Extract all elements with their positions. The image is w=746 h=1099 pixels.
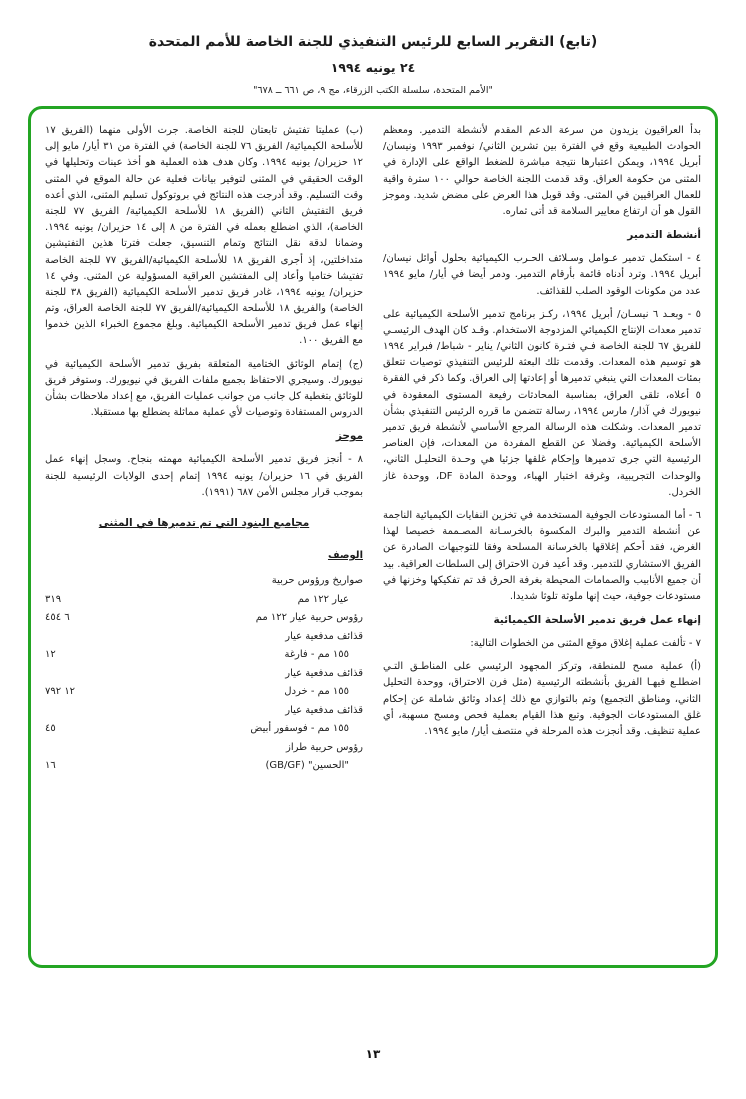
left-column: [45, 123, 363, 955]
heading-destruction-activities: أنشطة التدمير: [627, 229, 701, 242]
totals-table-title: مجاميع البنود التي تم تدميرها في المثنى: [98, 516, 310, 529]
table-row: [45, 757, 363, 776]
heading-summary: موجز: [335, 430, 363, 443]
table-row: [45, 591, 363, 610]
document-header: [0, 0, 746, 96]
paragraph-7a: (أ) عملية مسح للمنطقة، وتركز المجهود الرئيسي على المناطـق التـي اضطلـع فيهـا الفريق بأنشطته الرئيسية (مثل فرن الاحتراق، ووحدة التحليل الثاني، ومناطق التجميع) وتم بالتوازي مع ذلك إعداد وثائق شاملة عن إحكام غلق المستودعات الجوفية. وتبع هذا القيام بعملية فحص ومسح مسهبة، أي عملية تنظيف. وقد أنجزت هذه المرحلة في منتصف أيار/ مايو ١٩٩٤.: [383, 661, 701, 737]
item-desc: صواريخ ورؤوس حربية: [271, 575, 363, 587]
heading-team-closure: إنهاء عمل فريق تدمير الأسلحة الكيميائية: [493, 614, 701, 627]
table-row: [45, 609, 363, 628]
table-row: [45, 572, 363, 591]
paragraph-5: ٥ - وبعـد ٦ نيسـان/ أبريل ١٩٩٤، ركـز برنامج تدمير الأسلحة الكيميائية على تدمير معدات الإنتاج الكيميائي المزدوجة الاستخدام. وقـد كان الهدف الرئيسـي للفريق ٦٧ للجنة الخاصة فـي فتـرة كانون الثاني/ يناير - شباط/ فبراير ١٩٩٤ هو توسيم هذه المعدات. وقدمت تلك البعثة للرئيس التنفيذي توصيات تتعلق بمئات المعدات التي ينبغي تدميرها أو إعادتها إلى العراق. وكما ذكر في الفقرة ٥ أعلاه، تلقى العراق، بمناسبة المحادثات رفيعة المستوى المعقودة في نيويورك في آذار/ مارس ١٩٩٤، رسالة تتضمن ما قرره الرئيس التنفيذي بشأن تدمير المعدات. وشكلت هذه الرسالة المرجع الأساسي لأنشطة فريق تدمير الأسلحة الكيميائية. وفضلا عن القطع المفردة من المعدات، فإن العناصر الرئيسية التي جرى تدميرها وإحكام غلقها جزئيا هي وحـدة التحليـل الثاني، والوحدات التجريبية، وغرفة اختبار الهباء، ووحدة المادة DF، ووحدة غاز الخردل.: [383, 308, 701, 498]
page-number: ١٣: [365, 1047, 381, 1061]
item-value: ١٢: [45, 649, 56, 661]
table-column-header-description: الوصف: [327, 549, 363, 561]
item-desc: رؤوس حربية طراز: [286, 741, 363, 753]
paragraph-c: (ج) إتمام الوثائق الختامية المتعلقة بفريق تدمير الأسلحة الكيميائية في نيويورك. وسيجري الاحتفاظ بجميع ملفات الفريق في نيويورك. وستوفر فريق للوثائق بتغطية كل جانب من جوانب عمليات الفريق، مع إعداد ملاحظات بشأن الدروس المستفادة وتوصيات لأي عملية مماثلة يضطلع بها مستقبلا.: [45, 358, 363, 419]
item-value: ١٦: [45, 760, 56, 772]
item-value: ٣١٩: [45, 593, 62, 605]
content-border-box: [28, 106, 718, 968]
table-row: [45, 739, 363, 758]
paragraph-b: (ب) عمليتا تفتيش تابعتان للجنة الخاصة. جرت الأولى منهما (الفريق ١٧ للأسلحة الكيميائية/ الفريق ٧٦ للجنة الخاصة) في الفترة من ٣١ أيار/ مايو إلى ١٢ حزيران/ يونيه ١٩٩٤. وكان هدف هذه العملية هو أخذ عينات وتحليلها في الوقت الحقيقي في المثنى لتوفير بيانات فعلية عن حالة الموقع في المثنى وقت التسليم. وقد أدرجت هذه النتائج في بروتوكول تسليم المثنى، الذي أعده فريق التفتيش الثاني (الفريق ١٨ للأسلحة الكيميائية/ الفريق ٧٧ للجنة الخاصة)، الذي اضطلع بعمله في الفترة من ٨ إلى ١٤ حزيران/ يونيه ١٩٩٤. وضمانا لدقة نقل النتائج وتمام التنسيق، جعلت فترتا هذين التفتيشين متداخلتين، إذ أجرى الفريق ١٨ للأسلحة الكيميائية/الفريق ٧٧ للجنة الخاصة تفتيشا ختاميا وأعاد إلى المفتشين العراقية المسؤولية عن المثنى. وفي ١٤ حزيران/ يونيه ١٩٩٤، غادر فريق تدمير الأسلحة الكيميائية (الفريق ٣٨ للجنة الخاصة) والفريق ١٨ للأسلحة الكيميائية/الفريق ٧٧ للجنة الخاصة العراق، وتم إنهاء عمل فريق تدمير الأسلحة الكيميائية. وبلغ مجموع الخبراء الذين خدموا مع الفريق ١٠٠.: [45, 125, 364, 347]
item-desc: قذائف مدفعية عيار: [285, 667, 363, 679]
table-row: [45, 683, 363, 702]
document-title: (تابع) التقرير السابع للرئيس التنفيذي للجنة الخاصة للأمم المتحدة: [148, 34, 598, 50]
table-row: [45, 665, 363, 684]
table-row: [45, 646, 363, 665]
table-row: [45, 628, 363, 647]
item-desc: ١٥٥ مم - فوسفور أبيض: [250, 723, 349, 735]
item-desc: رؤوس حربية عيار ١٢٢ مم: [255, 612, 363, 624]
paragraph-7: ٧ - تألفت عملية إغلاق موقع المثنى من الخطوات التالية:: [470, 638, 701, 650]
right-column: [383, 123, 701, 955]
paragraph-intro: بدأ العراقيون يزيدون من سرعة الدعم المقدم لأنشطة التدمير. ومعظم الحوادث الطبيعية وقع في الفترة بين تشرين الثاني/ نوفمبر ١٩٩٣ ونيسان/ أبريل ١٩٩٤، ويمكن اعتبارها نتيجة مباشرة للضغط الواقع على الإدارة في المثنى من حكومة العراق. وقد قدمت اللجنة الخاصة حوالي ١٠٠ سترة واقية للعمال العراقيين في المثنى. وقد قوبل هذا العرض على مضض شديد. وموجز القول هو أن ارتفاع معايير السلامة قد أتى ثماره.: [383, 125, 701, 217]
item-desc: قذائف مدفعية عيار: [285, 704, 363, 716]
item-desc: ١٥٥ مم - فارغة: [284, 649, 349, 661]
item-desc: ١٥٥ مم - خردل: [284, 686, 349, 698]
table-row: [45, 720, 363, 739]
document-date: ٢٤ يونيه ١٩٩٤: [330, 60, 416, 75]
paragraph-6: ٦ - أما المستودعات الجوفية المستخدمة في تخزين النفايات الكيميائية الناجمة عن أنشطة التدمير والبرك المكسوة بالخرسـانة المصـممة خصيصا لهذا الغرض، فقد أحكم إغلاقها بالخرسانة المسلحة وفقا للتوجيهات الصادرة عن الفريق الاستشاري للتدمير. وقد أعيد فرن الاحتراق إلى السلطات العراقية. بيد أن جميع الأنابيب والصمامات المحيطة بغرفة الحرق قد تم تفكيكها وخزنها في مستودعات جوفية، حيث إنها ملوثة تلوثا شديدا.: [383, 509, 701, 602]
paragraph-8: ٨ - أنجز فريق تدمير الأسلحة الكيميائية مهمته بنجاح. وسجل إنهاء عمل الفريق في ١٦ حزيران/ يونيه ١٩٩٤ إتمام إحدى الولايات الرئيسية للجنة بموجب قرار مجلس الأمن ٦٨٧ (١٩٩١).: [45, 454, 364, 498]
item-value: ١٢ ٧٩٢: [45, 686, 76, 698]
paragraph-4: ٤ - استكمل تدمير عـوامل وسـلائف الحـرب الكيميائية بحلول أوائل نيسان/ أبريل ١٩٩٤. وترد أدناه قائمة بأرقام التدمير. ودمر أيضا في أيار/ مايو ١٩٩٤ عدد من مكونات الوقود الصلب للقذائف.: [383, 253, 701, 297]
item-desc: قذائف مدفعية عيار: [285, 630, 363, 642]
item-desc: "الحسين" (GB/GF): [265, 760, 349, 772]
item-value: ٤٥: [45, 723, 56, 735]
table-row: [45, 702, 363, 721]
item-value: ٦ ٤٥٤: [45, 612, 70, 624]
item-desc: عيار ١٢٢ مم: [297, 593, 349, 605]
source-note: "الأمم المتحدة، سلسلة الكتب الزرقاء، مج ٩، ص ٦٦١ ــ ٦٧٨": [253, 85, 493, 96]
totals-table: [45, 548, 363, 776]
